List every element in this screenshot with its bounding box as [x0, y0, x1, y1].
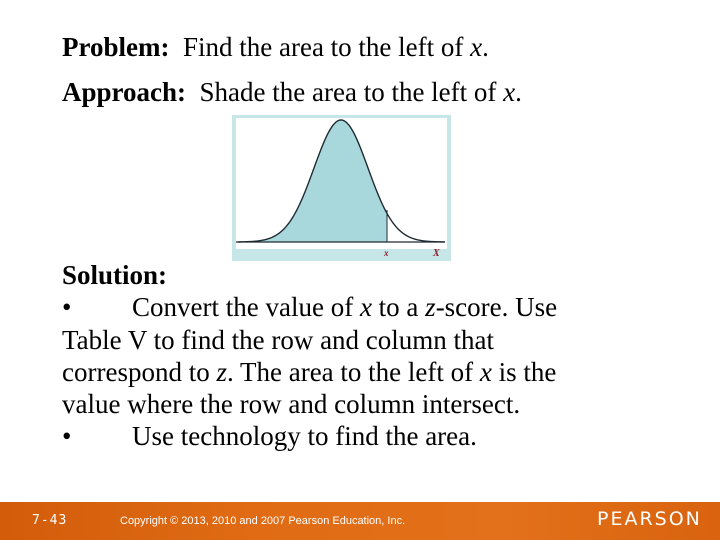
sol-text: correspond to: [62, 356, 217, 387]
normal-curve-figure: [232, 115, 451, 261]
problem-line: [62, 31, 489, 63]
sol-text: . The area to the left of: [226, 356, 480, 387]
sol-var-z: z: [216, 356, 227, 387]
bullet-1: •: [62, 292, 72, 323]
slide-number: 7-43: [32, 513, 68, 528]
solution-line-3: [62, 356, 682, 388]
approach-label: Approach:: [62, 77, 187, 107]
solution-label: Solution:: [62, 260, 168, 290]
solution-block: [62, 259, 682, 453]
approach-line: [62, 76, 522, 108]
x-marker-label: x: [384, 248, 389, 258]
problem-end: .: [482, 32, 489, 62]
problem-label: Problem:: [62, 32, 170, 62]
solution-bullet-1: [62, 291, 682, 323]
sol-var-z: z: [425, 292, 436, 323]
copyright-text: Copyright © 2013, 2010 and 2007 Pearson Education, Inc.: [120, 515, 406, 527]
pearson-logo: PEARSON: [597, 508, 702, 530]
footer-bar: [0, 502, 720, 540]
solution-bullet-2: [62, 420, 682, 452]
approach-text: Shade the area to the left of: [199, 77, 504, 107]
bullet-2: •: [62, 421, 72, 452]
sol-text: to a: [371, 292, 426, 323]
approach-end: .: [515, 77, 522, 107]
sol-var-x: x: [479, 356, 492, 387]
approach-var: x: [503, 77, 516, 107]
problem-var: x: [470, 32, 483, 62]
sol-text: Use technology to find the area.: [132, 421, 477, 452]
solution-line-4: value where the row and column intersect.: [62, 389, 521, 420]
solution-line-2: Table V to find the row and column that: [62, 324, 495, 355]
problem-text: Find the area to the left of: [182, 32, 471, 62]
axis-label: X: [433, 248, 440, 259]
sol-var-x: x: [359, 292, 372, 323]
sol-text: is the: [491, 356, 557, 387]
sol-text: Convert the value of: [132, 292, 360, 323]
sol-text: -score. Use: [435, 292, 558, 323]
